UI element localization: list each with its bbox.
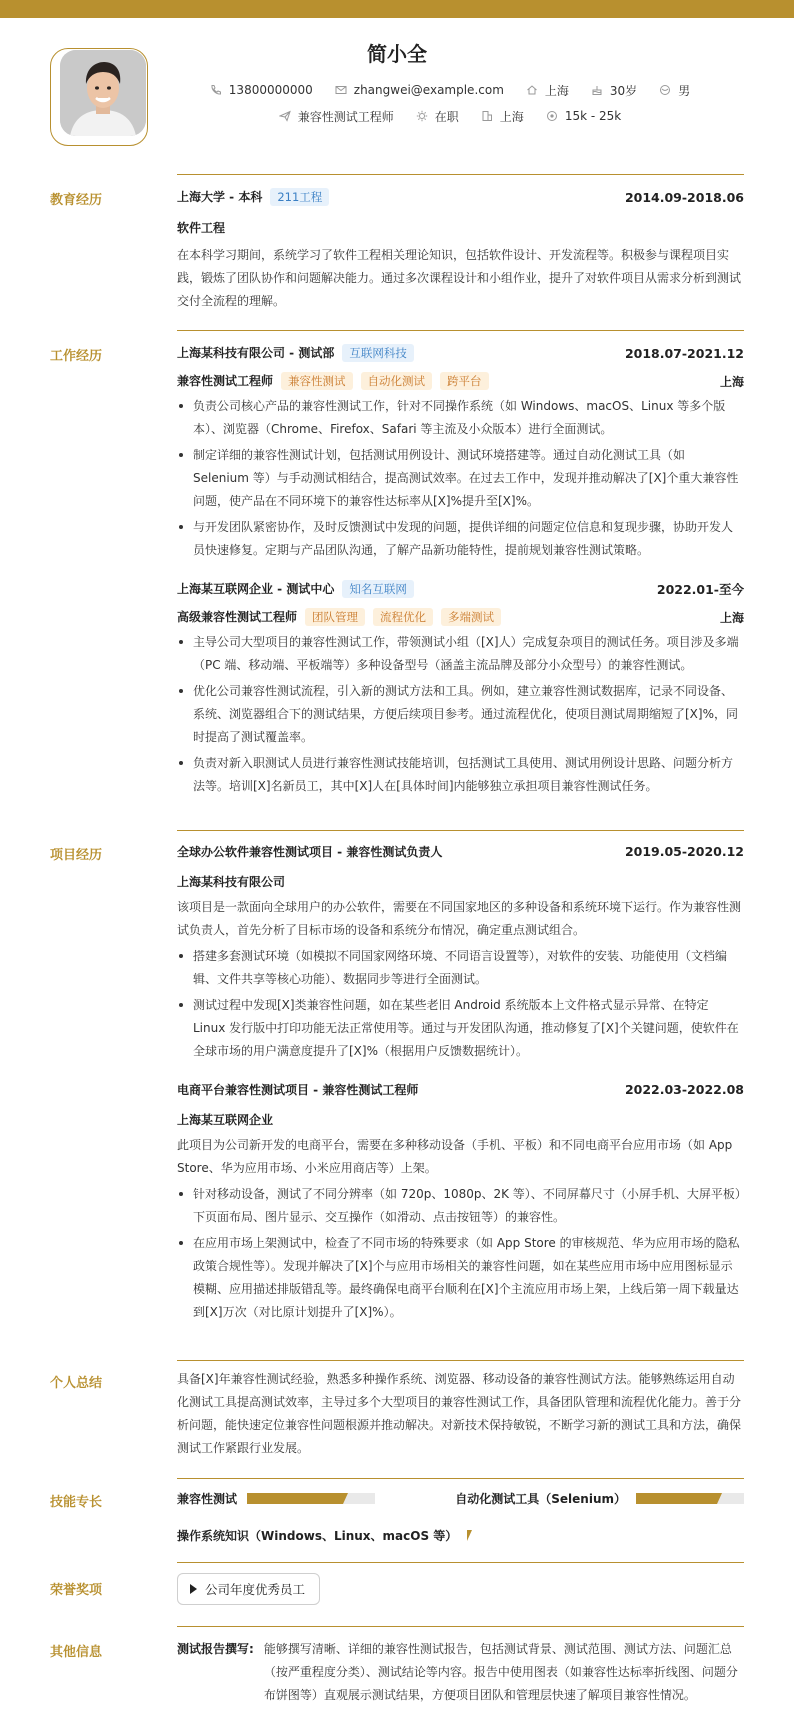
job-company: 上海某互联网企业 - 测试中心 [177,582,335,596]
email-text: zhangwei@example.com [353,83,504,97]
salary-item [546,109,621,123]
work-content [177,344,744,798]
other-text: 能够撰写清晰、详细的兼容性测试报告，包括测试背景、测试范围、测试方法、问题汇总（按严重程度分类）、测试结论等内容。报告中使用图表（如兼容性达标率折线图、问题分布饼图等）直观展示测试结果，方便项目团队和管理层快速了解项目兼容性情况。 [263,1642,738,1702]
job-intent-row [150,106,750,126]
education-school: 上海大学 - 本科 [177,190,263,204]
top-accent-bar [0,0,794,18]
work-title: 工作经历 [50,349,103,364]
project-name: 全球办公软件兼容性测试项目 - 兼容性测试负责人 [177,845,443,859]
job-bullet: 负责公司核心产品的兼容性测试工作，针对不同操作系统（如 Windows、macOS、Linux 等多个版本）、浏览器（Chrome、Firefox、Safari 等主流及小众版本）进行全面测试。 [177,395,744,441]
phone-text: 13800000000 [228,83,313,97]
phone-icon [210,84,222,96]
job-company-tag: 互联网科技 [342,344,414,362]
target-position-item [279,108,394,125]
skill-fill [247,1493,343,1504]
summary-content [177,1368,744,1460]
awards-title: 荣誉奖项 [50,1583,103,1598]
project-bullets [177,1183,744,1324]
job-company-tag: 知名互联网 [342,580,414,598]
target-city-item [481,108,524,125]
project-bullet: 测试过程中发现[X]类兼容性问题，如在某些老旧 Android 系统版本上文件格式显示异常、在特定 Linux 发行版中打印功能无法正常使用等。通过与开发团队沟通，推动修复了[X]个关键问题，使软件在全球市场的用户满意度提升了[X]%（根据用户反馈数据统计）。 [177,994,744,1063]
job-tag: 流程优化 [373,608,433,626]
coin-icon [546,110,558,122]
education-rule [177,174,744,175]
job-bullet: 负责对新入职测试人员进行兼容性测试技能培训，包括测试工具使用、测试用例设计思路、问题分析方法等。培训[X]名新员工，其中[X]人在[具体时间]内能够独立承担项目兼容性测试任务。 [177,752,744,798]
job-date: 2022.01-至今 [656,582,744,597]
job-date: 2018.07-2021.12 [624,345,744,361]
target-position-text: 兼容性测试工程师 [297,109,394,124]
city-item [526,82,569,99]
education-tag: 211工程 [270,188,329,206]
job-bullet: 主导公司大型项目的兼容性测试工作，带领测试小组（[X]人）完成复杂项目的测试任务。项目涉及多端（PC 端、移动端、平板端等）多种设备型号（涵盖主流品牌及部分小众型号）的兼容性测试。 [177,631,744,677]
project-description: 该项目是一款面向全球用户的办公软件，需要在不同国家地区的多种设备和系统环境下运行。作为兼容性测试负责人，首先分析了目标市场的设备和系统分布情况，确定重点测试组合。 [177,900,742,937]
award-text: 公司年度优秀员工 [205,1582,306,1597]
education-title: 教育经历 [50,193,103,208]
project-bullets [177,945,744,1063]
job-bullets [177,395,744,562]
skill-fill [636,1493,717,1504]
gender-text: 男 [678,83,691,98]
project-name: 电商平台兼容性测试项目 - 兼容性测试工程师 [177,1083,419,1097]
projects-content [177,843,744,1324]
skills-content [177,1490,744,1544]
awards-rule [177,1562,744,1563]
play-icon [190,1584,197,1594]
gender-icon [659,84,671,96]
other-content [177,1638,744,1707]
city-text: 上海 [544,83,569,98]
job-item [177,580,744,798]
summary-rule [177,1360,744,1361]
job-bullet: 优化公司兼容性测试流程，引入新的测试方法和工具。例如，建立兼容性测试数据库，记录不同设备、系统、浏览器组合下的测试结果，方便后续项目参考。通过流程优化，使项目测试周期缩短了[X]%，同时提高了测试覆盖率。 [177,680,744,749]
age-item [591,82,637,99]
projects-title: 项目经历 [50,848,103,863]
home-icon [526,84,538,96]
age-text: 30岁 [609,83,638,98]
job-role: 高级兼容性测试工程师 [177,610,298,624]
status-text: 在职 [434,109,459,124]
project-bullet: 在应用市场上架测试中，检查了不同市场的特殊要求（如 App Store 的审核规范、华为应用市场的隐私政策合规性等）。发现并解决了[X]个与应用市场相关的兼容性问题，如在某些应用市场中应用图标显示模糊、应用描述排版错乱等。最终确保电商平台顺利在[X]个主流应用市场上架，上线后第一周下载量达到[X]万次（对比原计划提升了[X]%）。 [177,1232,744,1324]
skill-bar [467,1530,468,1541]
contact-row [150,80,750,100]
skill-item [177,1490,375,1507]
job-tag: 团队管理 [305,608,365,626]
email-item [335,83,504,97]
project-item [177,1081,744,1324]
other-title: 其他信息 [50,1645,103,1660]
project-description: 此项目为公司新开发的电商平台，需要在多种移动设备（手机、平板）和不同电商平台应用市场（如 App Store、华为应用市场、小米应用商店等）上架。 [177,1138,733,1175]
summary-title: 个人总结 [50,1376,103,1391]
send-icon [279,110,291,122]
job-bullets [177,631,744,798]
skill-bar [636,1493,744,1504]
project-company: 上海某科技有限公司 [177,875,286,889]
target-city-text: 上海 [499,109,524,124]
education-major: 软件工程 [177,221,226,235]
salary-text: 15k - 25k [564,109,622,123]
job-tag: 兼容性测试 [281,372,353,390]
project-company: 上海某互联网企业 [177,1113,274,1127]
skill-item [455,1490,744,1507]
phone-item [210,83,313,97]
skill-name: 操作系统知识（Windows、Linux、macOS 等） [177,1529,458,1543]
job-tag: 自动化测试 [361,372,433,390]
status-item [416,108,459,125]
job-bullet: 与开发团队紧密协作，及时反馈测试中发现的问题，提供详细的问题定位信息和复现步骤，协助开发人员快速修复。定期与产品团队沟通，了解产品新功能特性，提前规划兼容性测试策略。 [177,516,744,562]
skill-item [177,1527,744,1544]
job-company: 上海某科技有限公司 - 测试部 [177,346,335,360]
job-bullet: 制定详细的兼容性测试计划，包括测试用例设计、测试环境搭建等。通过自动化测试工具（如 Selenium 等）与手动测试相结合，提高测试效率。在过去工作中，发现并推动解决了[X]个重大兼容性问题，使产品在不同环境下的兼容性达标率从[X]%提升至[X]%。 [177,444,744,513]
job-tag: 跨平台 [440,372,489,390]
skill-name: 自动化测试工具（Selenium） [455,1492,626,1506]
other-label: 测试报告撰写: [177,1642,254,1656]
education-date: 2014.09-2018.06 [624,189,744,205]
awards-content [177,1573,744,1605]
project-bullet: 针对移动设备，测试了不同分辨率（如 720p、1080p、2K 等）、不同屏幕尺寸（小屏手机、大屏平板）下页面布局、图片显示、交互操作（如滑动、点击按钮等）的兼容性。 [177,1183,744,1229]
projects-rule [177,830,744,831]
skills-rule [177,1478,744,1479]
avatar [60,50,146,136]
project-bullet: 搭建多套测试环境（如模拟不同国家网络环境、不同语言设置等），对软件的安装、功能使用（文档编辑、文件共享等核心功能）、数据同步等进行全面测试。 [177,945,744,991]
education-content [177,188,744,313]
other-rule [177,1626,744,1627]
skill-name: 兼容性测试 [177,1492,238,1506]
project-item [177,843,744,1063]
job-tag: 多端测试 [441,608,501,626]
candidate-name: 简小全 [367,42,427,66]
job-item [177,344,744,562]
education-description: 在本科学习期间，系统学习了软件工程相关理论知识，包括软件设计、开发流程等。积极参与课程项目实践，锻炼了团队协作和问题解决能力。通过多次课程设计和小组作业，提升了对软件项目从需求分析到测试交付全流程的理解。 [177,248,742,308]
award-item [177,1573,320,1605]
cake-icon [591,84,603,96]
job-location: 上海 [719,610,744,625]
project-date: 2019.05-2020.12 [624,844,744,859]
job-role: 兼容性测试工程师 [177,374,274,388]
skill-bar [247,1493,375,1504]
status-icon [416,110,428,122]
building-icon [481,110,493,122]
gender-item [659,82,690,99]
summary-text: 具备[X]年兼容性测试经验，熟悉多种操作系统、浏览器、移动设备的兼容性测试方法。能够熟练运用自动化测试工具提高测试效率，主导过多个大型项目的兼容性测试工作，具备团队管理和流程优化能力。善于分析问题，能快速定位兼容性问题根源并推动解决。对新技术保持敏锐，不断学习新的测试工具和方法，确保测试工作紧跟行业发展。 [177,1372,742,1455]
job-location: 上海 [719,374,744,389]
mail-icon [335,84,347,96]
skills-title: 技能专长 [50,1495,103,1510]
work-rule [177,330,744,331]
project-date: 2022.03-2022.08 [624,1082,744,1097]
